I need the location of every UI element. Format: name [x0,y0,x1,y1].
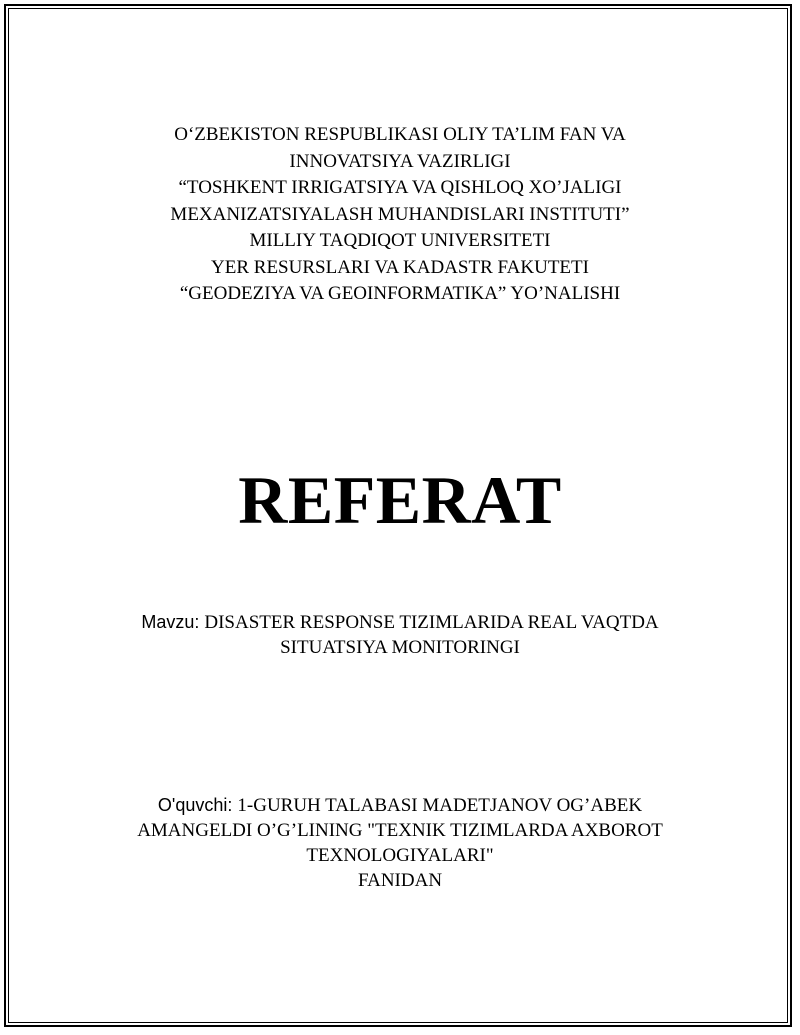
header-line: YER RESURSLARI VA KADASTR FAKUTETI [211,256,589,278]
topic-text-1: DISASTER RESPONSE TIZIMLARIDA REAL VAQTDA [204,612,659,633]
document-title-block [0,462,800,538]
student-text-2: AMANGELDI O’G’LINING "TEXNIK TIZIMLARDA AXBOROT [137,820,663,841]
student-text-3: TEXNOLOGIYALARI" [306,845,494,866]
header-line: MEXANIZATSIYALASH MUHANDISLARI INSTITUTI” [170,203,630,225]
header-line: MILLIY TAQDIQOT UNIVERSITETI [249,230,551,251]
header-line: INNOVATSIYA VAZIRLIGI [289,150,511,172]
header-line: “TOSHKENT IRRIGATSIYA VA QISHLOQ XO’JALIGI [178,177,622,198]
topic-text-2: SITUATSIYA MONITORINGI [280,637,520,658]
topic-line-1 [0,610,800,635]
student-text-4: FANIDAN [357,870,443,891]
student-block [0,793,800,893]
student-label: O'quvchi: [157,795,238,815]
student-line-1 [0,793,800,818]
topic-label: Mavzu: [141,612,205,632]
document-title: REFERAT [238,462,562,538]
header-line: “GEODEZIYA VA GEOINFORMATIKA” YO’NALISHI [179,283,621,304]
topic-block [0,610,800,660]
student-text-1: 1-GURUH TALABASI MADETJANOV OG’ABEK [237,795,643,816]
institution-header [0,122,800,308]
header-line: O‘ZBEKISTON RESPUBLIKASI OLIY TA’LIM FAN VA [174,124,626,145]
